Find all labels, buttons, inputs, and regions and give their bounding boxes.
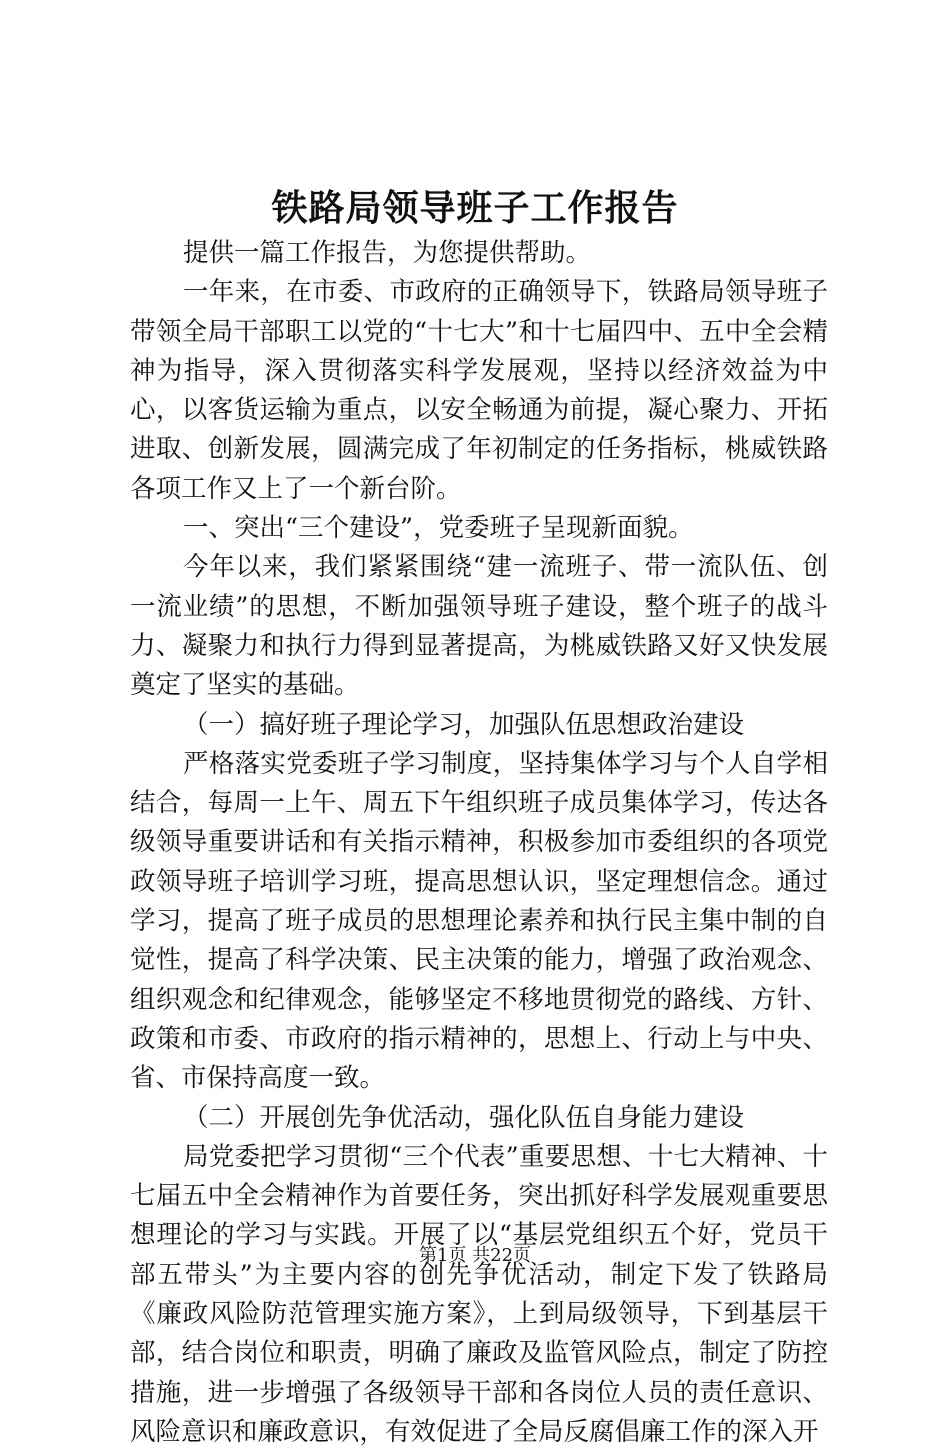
paragraph-intro: 提供一篇工作报告，为您提供帮助。 <box>183 238 592 268</box>
subsection-heading-2: （二）开展创先争优活动，强化队伍自身能力建设 <box>183 1102 745 1133</box>
paragraph-subsection-1: 严格落实党委班子学习制度，坚持集体学习与个人自学相结合，每周一上午、周五下午组织班子成员集体学习，传达各级领导重要讲话和有关指示精神，积极参加市委组织的各项党政领导班子培训学习班，提高思想认识，坚定理想信念。通过学习，提高了班子成员的思想理论素养和执行民主集中制的自觉性，提高了科学决策、民主决策的能力，增强了政治观念、组织观念和纪律观念，能够坚定不移地贯彻党的路线、方针、政策和市委、市政府的指示精神的，思想上、行动上与中央、省、市保持高度一致。 <box>130 748 828 1094</box>
section-heading-1: 一、突出“三个建设”，党委班子呈现新面貌。 <box>183 513 694 544</box>
page-number-footer: 第1页 共22页 <box>418 1245 532 1266</box>
paragraph-section-1: 今年以来，我们紧紧围绕“建一流班子、带一流队伍、创一流业绩”的思想，不断加强领导班子建设，整个班子的战斗力、凝聚力和执行力得到显著提高，为桃威铁路又好又快发展奠定了坚实的基础。 <box>130 552 828 701</box>
document-title: 铁路局领导班子工作报告 <box>271 187 679 229</box>
subsection-heading-1: （一）搞好班子理论学习，加强队伍思想政治建设 <box>183 709 745 740</box>
paragraph-overview: 一年来，在市委、市政府的正确领导下，铁路局领导班子带领全局干部职工以党的“十七大”和十七届四中、五中全会精神为指导，深入贯彻落实科学发展观，坚持以经济效益为中心，以客货运输为重点，以安全畅通为前提，凝心聚力、开拓进取、创新发展，圆满完成了年初制定的任务指标，桃威铁路各项工作又上了一个新台阶。 <box>130 277 828 504</box>
paragraph-subsection-2: 局党委把学习贯彻“三个代表”重要思想、十七大精神、十七届五中全会精神作为首要任务，突出抓好科学发展观重要思想理论的学习与实践。开展了以“基层党组织五个好，党员干部五带头”为主要内容的创先争优活动，制定下发了铁路局《廉政风险防范管理实施方案》，上到局级领导，下到基层干部，结合岗位和职责，明确了廉政及监管风险点，制定了防控措施，进一步增强了各级领导干部和各岗位人员的责任意识、风险意识和廉政意识，有效促进了全局反腐倡廉工作的深入开 <box>130 1141 828 1447</box>
